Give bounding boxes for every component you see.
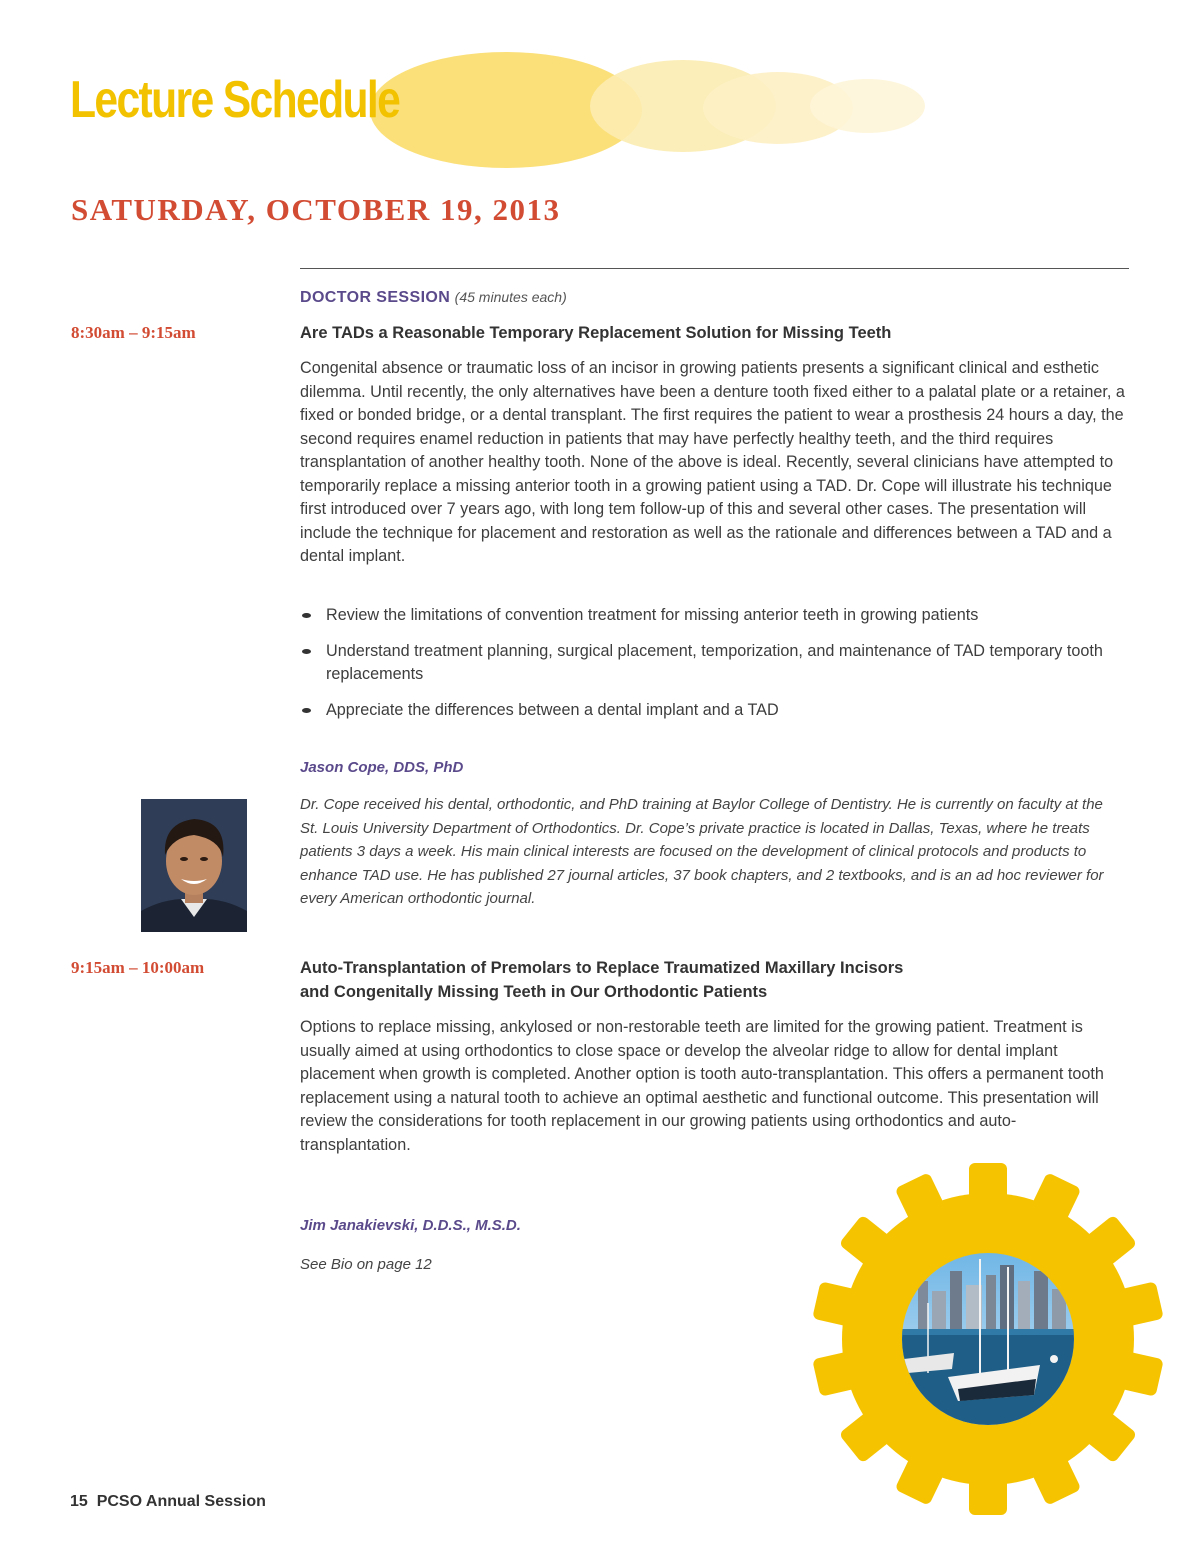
session-name: DOCTOR SESSION <box>300 289 451 306</box>
session-header <box>300 289 567 307</box>
lecture-2-time: 9:15am – 10:00am <box>71 958 205 977</box>
publication-name: PCSO Annual Session <box>96 1493 266 1510</box>
lecture-2-title <box>300 956 1120 1004</box>
gear-harbor-graphic <box>808 1163 1168 1523</box>
lecture-2-title-line1: Auto-Transplantation of Premolars to Replace Traumatized Maxillary Incisors <box>300 959 904 977</box>
page-title: Lecture Schedule <box>70 71 400 129</box>
page-footer <box>70 1493 266 1511</box>
page-number: 15 <box>70 1493 88 1510</box>
schedule-date: SATURDAY, OCTOBER 19, 2013 <box>71 192 561 227</box>
section-divider <box>300 268 1129 269</box>
objective-item: Review the limitations of convention treatment for missing anterior teeth in growing patients <box>300 604 1120 628</box>
lecture-1-description: Congenital absence or traumatic loss of an incisor in growing patients presents a significant clinical and esthetic dilemma. Until recently, the only alternatives have been a denture tooth fixed either to a palatal plate or a retainer, a fixed or bonded bridge, or a dental transplant. The first requires the patient to wear a prosthesis 24 hours a day, the second requires enamel reduction in patients that may have perfectly healthy teeth, and the third requires transplantation of another healthy tooth. None of the above is ideal. Recently, several clinicians have attempted to temporarily replace a missing anterior tooth in a growing patient using a TAD. Dr. Cope will illustrate his technique first introduced over 7 years ago, with long tem follow-up of this and several other cases. The presentation will include the technique for placement and restoration as well as the rationale and differences between a TAD and a dental implant. <box>300 359 1125 565</box>
lecture-2-description: Options to replace missing, ankylosed or non-restorable teeth are limited for the growing patient. Treatment is usually aimed at using orthodontics to close space or develop the alveolar ridge to allow for dental implant placement when growth is completed. Another option is tooth auto-transplantation. This offers a permanent tooth replacement using a natural tooth to achieve an optimal aesthetic and functional outcome. This presentation will review the considerations for tooth replacement in our growing patients using orthodontics and auto-transplantation. <box>300 1018 1104 1154</box>
session-note: (45 minutes each) <box>454 289 567 305</box>
speaker-portrait <box>141 799 247 932</box>
lecture-2-speaker: Jim Janakievski, D.D.S., M.S.D. <box>300 1217 521 1234</box>
lecture-2-title-line2: and Congenitally Missing Teeth in Our Orthodontic Patients <box>300 983 768 1001</box>
lecture-1-objectives <box>300 604 1120 734</box>
lecture-1-speaker: Jason Cope, DDS, PhD <box>300 759 464 776</box>
lecture-1-time: 8:30am – 9:15am <box>71 323 196 342</box>
lecture-2-bio-reference: See Bio on page 12 <box>300 1256 432 1273</box>
objective-item: Understand treatment planning, surgical placement, temporization, and maintenance of TAD temporary tooth replacements <box>300 640 1120 687</box>
lecture-1-title: Are TADs a Reasonable Temporary Replacement Solution for Missing Teeth <box>300 324 892 342</box>
objective-item: Appreciate the differences between a dental implant and a TAD <box>300 699 1120 723</box>
header-ellipse-4 <box>810 79 925 133</box>
lecture-1-speaker-bio: Dr. Cope received his dental, orthodontic, and PhD training at Baylor College of Dentistry. He is currently on faculty at the St. Louis University Department of Orthodontics. Dr. Cope’s private practice is located in Dallas, Texas, where he treats patients 3 days a week. His main clinical interests are focused on the development of clinical protocols and products to enhance TAD use. He has published 27 journal articles, 37 book chapters, and 2 textbooks, and is an ad hoc reviewer for every American orthodontic journal. <box>300 796 1104 907</box>
